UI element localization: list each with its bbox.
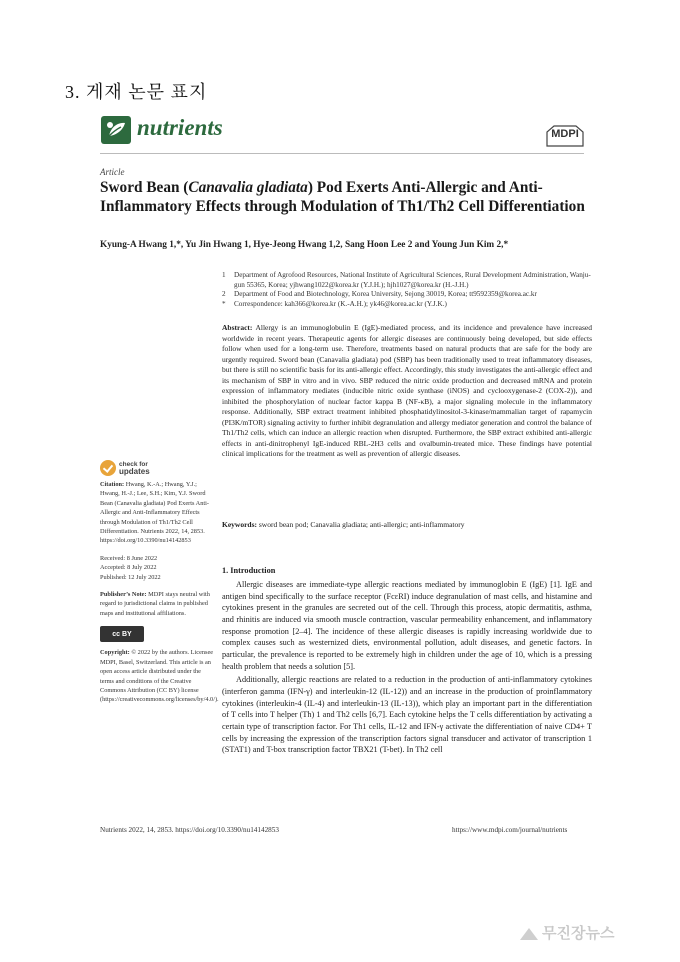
title-species: Canavalia gladiata	[188, 179, 308, 196]
article-sidebar	[100, 460, 219, 705]
intro-paragraph-2: Additionally, allergic reactions are related to a reduction in the production of anti-inflammatory cytokines (interferon gamma (IFN-γ) and interleukin-12 (IL-12)) and an increase in the production of proinflammatory cytokines (interleukin-4 (IL-4) and interleukin-13 (IL-13)), which play an important part in the differentiation of T cells into T helper (Th) 1 and Th2 cells [6,7]. Each cytokine helps the T cells differentiation by activating a certain type of transcription factor. For Th1 cells, IL-12 and IFN-γ activate the differentiation of naive CD4+ T cells by increasing the expression of the transcription factors signal transducer and activator of transcription 1 (STAT1) and T-box transcription factor TBX21 (T-bet). In Th2 cell	[222, 675, 592, 755]
footer-citation: Nutrients 2022, 14, 2853. https://doi.org/10.3390/nu14142853	[100, 826, 279, 834]
abstract	[222, 323, 592, 460]
keywords-text: sword bean pod; Canavalia gladiata; anti-allergic; anti-inflammatory	[258, 520, 465, 529]
title-part-1: Sword Bean (	[100, 179, 189, 196]
article-type: Article	[100, 167, 125, 177]
introduction-heading: 1. Introduction	[222, 566, 276, 575]
publisher-note: Publisher’s Note: MDPI stays neutral with regard to jurisdictional claims in published maps and institutional affiliations.	[100, 591, 210, 617]
correspondence: * Correspondence: kah366@korea.kr (K.-A.H.); yk46@korea.ac.kr (Y.J.K.)	[222, 299, 447, 308]
check-for-updates-button[interactable]: check for updates	[100, 460, 215, 476]
journal-name: nutrients	[137, 115, 223, 140]
abstract-text: Allergy is an immunoglobulin E (IgE)-mediated process, and its incidence and prevalence have increased worldwide in recent years. Therapeutic agents for allergic diseases are continuously being developed, but side effects follow when used for a long-term use. Therefore, treatments based on natural products that are safe for the body are urgently required. Sword bean (Canavalia gladiata) pod (SBP) has been traditionally used to treat inflammatory diseases, but there is still no scientific basis for its anti-allergic effect. Accordingly, this study investigates the anti-allergic effect and its mechanism of SBP in vitro and in vivo. SBP reduced the nitric oxide production and decreased mRNA and protein expression of inflammatory mediates (inducible nitric oxide synthase (iNOS) and cyclooxygenase-2 (COX-2)), and inhibited the phosphorylation of nuclear factor kappa B (NF-κB), a major signaling molecule in the inflammatory response. Additionally, SBP extract treatment inhibited phosphatidylinositol-3-kinase/mammalian target of rapamycin (PI3K/mTOR) signaling activity to further inhibit degranulation and allergy mediator generation and control the balance of Th1/Th2 cells, which can induce an allergic reaction when disrupted. Furthermore, the SBP extract exhibited anti-allergic effects in anti-dinitrophenyl IgE-induced RBL-2H3 cells and ovalbumin-treated mice. These findings have potential clinical implications for the treatment as well as prevention of allergic diseases.	[222, 323, 592, 458]
affiliation-item: 1 Department of Agrofood Resources, National Institute of Agricultural Sciences, Rural Development Administration, Wanju-gun 55365, Korea; yjhwang1022@korea.kr (Y.J.H.); hjh1027@korea.kr (H.-J.H.)	[222, 271, 591, 289]
title-part-2: ) Pod Exerts Anti-Allergic and Anti-Inflammatory Effects through Modulation of Th1/Th2 Cell Differentiation	[100, 179, 585, 215]
keywords	[222, 520, 592, 531]
news-watermark: 무진장뉴스	[520, 922, 614, 943]
copyright: Copyright: © 2022 by the authors. Licensee MDPI, Basel, Switzerland. This article is an open access article distributed under the terms and conditions of the Creative Commons Attribution (CC BY) license (https://creativecommons.org/licenses/by/4.0/).	[100, 649, 219, 704]
accepted-date: Accepted: 8 July 2022	[100, 564, 157, 572]
citation: Citation: Hwang, K.-A.; Hwang, Y.J.; Hwang, H.-J.; Lee, S.H.; Kim, Y.J. Sword Bean (Canavalia gladiata) Pod Exerts Anti-Allergic and Anti-Inflammatory Effects through Modulation of Th1/Th2 Cell Differentiation. Nutrients 2022, 14, 2853. https://doi.org/10.3390/nu14142853	[100, 481, 209, 545]
abstract-label: Abstract:	[222, 323, 253, 332]
introduction-body	[222, 579, 592, 758]
affiliations	[222, 271, 592, 309]
author-list: Kyung-A Hwang 1,*, Yu Jin Hwang 1, Hye-Jeong Hwang 1,2, Sang Hoon Lee 2 and Young Jun Kim 2,*	[100, 240, 509, 250]
publisher-name: MDPI	[551, 128, 579, 140]
footer-journal-link[interactable]: https://www.mdpi.com/journal/nutrients	[452, 826, 568, 834]
cc-by-license-icon[interactable]: cc BY	[100, 626, 144, 642]
check-updates-icon	[100, 460, 116, 476]
paper-title	[100, 178, 590, 216]
intro-paragraph-1: Allergic diseases are immediate-type allergic reactions mediated by immunoglobin E (IgE) [1]. IgE and antigen bind specifically to the surface receptor (FcεRI) induce degranulation of mast cells, and histamine and cytokines present in the granules are secreted out of the cell. Through this process, atopic dermatitis, asthma, and rhinitis are induced via smooth muscle contraction, vascular permeability enhancement, and inflammatory response promotion [2–4]. The incidence of these allergic diseases is rapidly increasing worldwide due to complex causes such as westernized diets, environmental pollution, adult diseases, and genetic factors. In particular, the prevalence is reported to be extremely high in children under the age of 10, which is a pressing health problem that needs a solution [5].	[222, 580, 592, 671]
affiliation-item: 2 Department of Food and Biotechnology, Korea University, Sejong 30019, Korea; tt9592359@korea.ac.kr	[222, 290, 537, 299]
section-heading: 3. 게재 논문 표지	[65, 82, 208, 102]
mountain-logo-icon	[520, 926, 538, 940]
nutrients-logo-icon	[101, 116, 131, 144]
header-divider	[100, 153, 584, 154]
published-date: Published: 12 July 2022	[100, 573, 161, 581]
received-date: Received: 8 June 2022	[100, 554, 158, 562]
keywords-label: Keywords:	[222, 520, 257, 529]
